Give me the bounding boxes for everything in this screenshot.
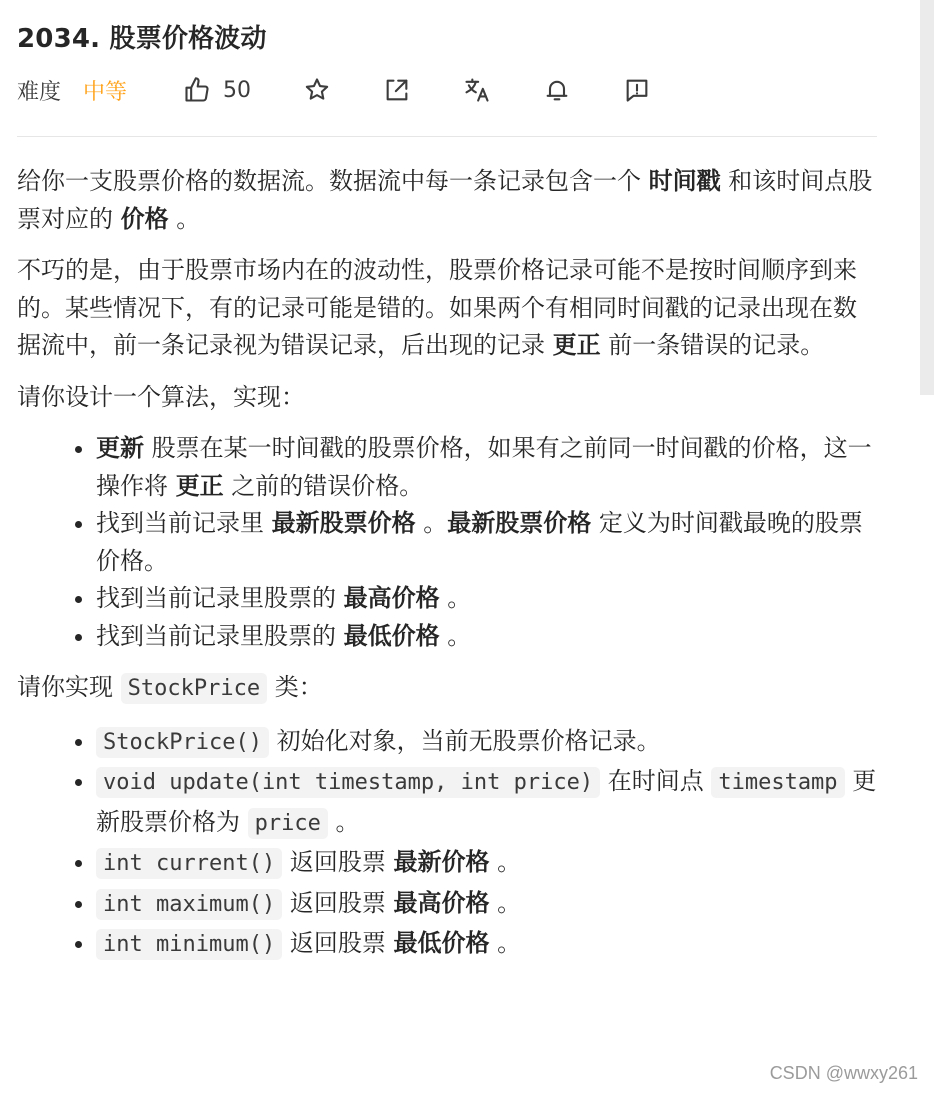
list-item: • StockPrice() 初始化对象，当前无股票价格记录。 [96,722,877,763]
bell-icon [543,76,571,104]
share-icon [383,76,411,104]
like-button[interactable] [183,72,251,108]
paragraph-implement: 请你实现 StockPrice 类： [17,669,877,708]
favorite-button[interactable] [303,72,331,108]
like-count: 50 [223,77,251,103]
header-divider [17,136,877,137]
watermark: CSDN @wwxy261 [769,1063,918,1083]
paragraph-volatility: 不巧的是，由于股票市场内在的波动性，股票价格记录可能不是按时间顺序到来的。某些情况下，有的记录可能是错的。如果两个有相同时间戳的记录出现在数据流中，前一条记录视为错误记录，后出现的记录 更正 前一条错误的记录。 [17,256,857,359]
thumbs-up-icon [183,76,211,104]
meta-bar [17,72,251,108]
translate-icon [463,76,491,104]
list-item: • int minimum() 返回股票 最低价格 。 [96,924,877,965]
difficulty-value: 中等 [83,79,128,105]
list-item: • 找到当前记录里股票的 最低价格 。 [96,618,877,656]
problem-description [17,163,877,979]
list-item: • 找到当前记录里 最新股票价格 。最新股票价格 定义为时间戳最晚的股票价格。 [96,505,877,580]
list-item: • 找到当前记录里股票的 最高价格 。 [96,580,877,618]
requirement-list [17,430,877,655]
class-name-code: StockPrice [121,673,267,704]
difficulty-label: 难度 [17,79,62,105]
list-item: • int maximum() 返回股票 最高价格 。 [96,884,877,925]
feedback-button[interactable] [623,72,651,108]
scrollbar[interactable] [920,0,934,395]
list-item: • 更新 股票在某一时间戳的股票价格，如果有之前同一时间戳的价格，这一操作将 更正 之前的错误价格。 [96,430,877,505]
feedback-icon [623,76,651,104]
list-item: • int current() 返回股票 最新价格 。 [96,843,877,884]
list-item: • void update(int timestamp, int price) 在时间点 timestamp 更新股票价格为 price 。 [96,762,877,843]
paragraph-intro: 给你一支股票价格的数据流。数据流中每一条记录包含一个 时间戳 和该时间点股票对应的 价格 。 [17,167,873,233]
paragraph-design: 请你设计一个算法，实现： [17,382,305,411]
method-list [17,722,877,965]
share-button[interactable] [383,72,411,108]
translate-button[interactable] [463,72,491,108]
problem-title: 2034. 股票价格波动 [17,24,267,54]
notification-button[interactable] [543,72,571,108]
star-icon [303,76,331,104]
